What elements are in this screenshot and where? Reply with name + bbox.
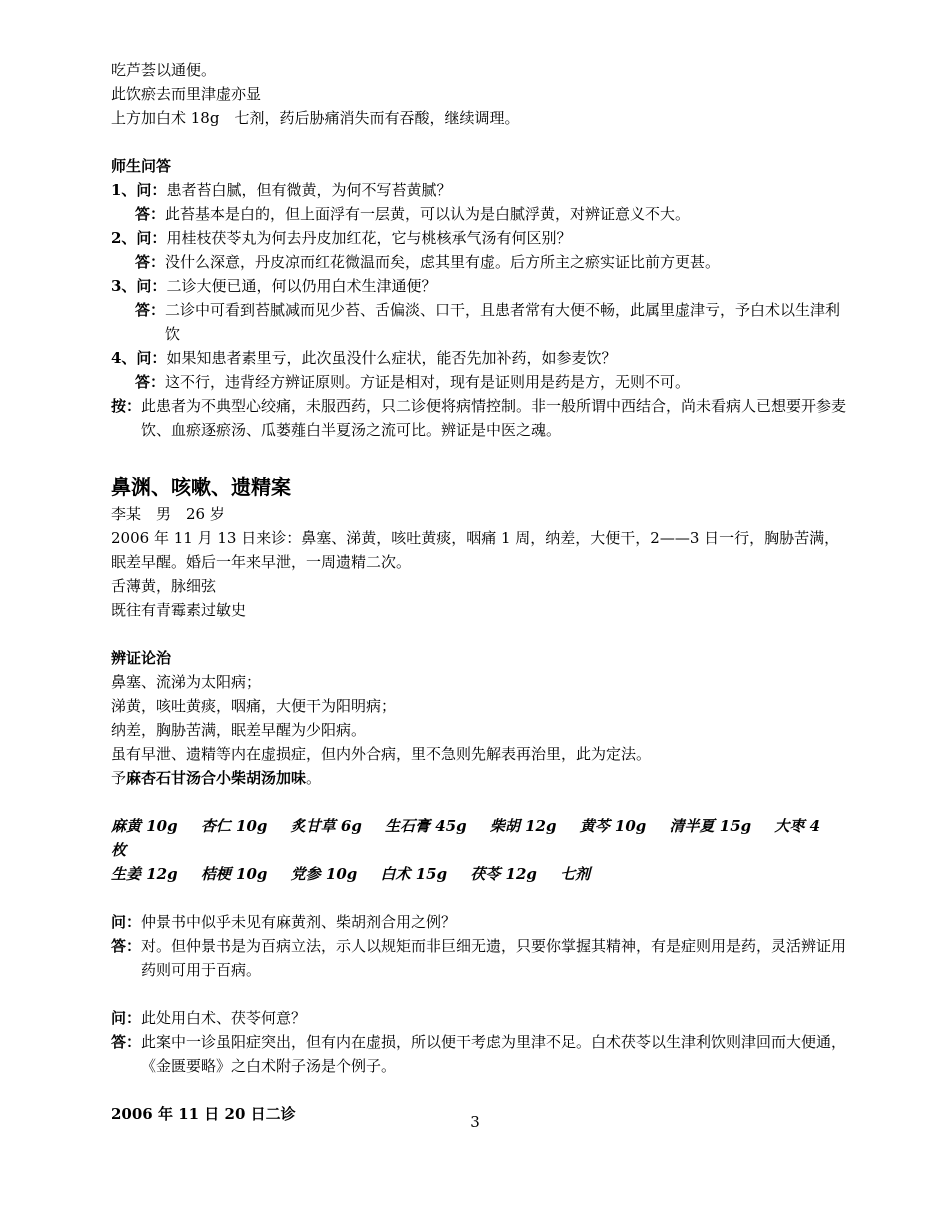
qa2-question-text: 此处用白术、茯苓何意？: [141, 1009, 307, 1027]
herb-item: 茯苓 12g: [470, 865, 537, 883]
intro-line-1: 吃芦荟以通便。: [111, 61, 217, 79]
qa2-answer-1: [111, 934, 851, 982]
herb-item: 黄芩 10g: [579, 817, 647, 835]
diagnosis-heading: 辨证论治: [111, 649, 172, 667]
qa-answer-text: 没什么深意，丹皮凉而红花微温而矣，虑其里有虚。后方所主之瘀实证比前方更甚。: [165, 253, 721, 271]
herb-row-2: [111, 862, 851, 886]
herb-item: 麻黄 10g: [111, 817, 178, 835]
herb-item: 七剂: [560, 865, 591, 883]
document-page: [111, 58, 851, 1126]
qa2-answer-label: 答：: [111, 937, 142, 955]
qa-answer-label: 答：: [135, 373, 166, 391]
allergy-history: 既往有青霉素过敏史: [111, 601, 247, 619]
qa-answer-label: 答：: [135, 205, 166, 223]
qa-answer-text: 二诊中可看到苔腻减而见少苔、舌偏淡、口干，且患者常有大便不畅，此属里虚津亏，予白术以生津利饮: [165, 301, 841, 343]
qa-answer-text: 此苔基本是白的，但上面浮有一层黄，可以认为是白腻浮黄，对辨证意义不大。: [165, 205, 691, 223]
qa-question-label: 1、问：: [111, 181, 167, 199]
qa-question-text: 二诊大便已通，何以仍用白术生津通便？: [166, 277, 437, 295]
patient-info: 李某 男 26 岁: [111, 505, 225, 523]
qa-question-label: 4、问：: [111, 349, 167, 367]
qa2-answer-label: 答：: [111, 1033, 142, 1051]
qa-question-1: [111, 178, 851, 202]
qa2-answer-text: 对。但仲景书是为百病立法，示人以规矩而非巨细无遗，只要你掌握其精神，有是症则用是药，灵活辨证用药则可用于百病。: [141, 937, 847, 979]
herb-item: 生姜 12g: [111, 865, 178, 883]
case-title: 鼻渊、咳嗽、遗精案: [111, 475, 291, 499]
qa2-question-text: 仲景书中似乎未见有麻黄剂、柴胡剂合用之例？: [141, 913, 457, 931]
qa-answer-label: 答：: [135, 301, 166, 319]
herb-row-1: [111, 814, 851, 862]
qa-question-label: 2、问：: [111, 229, 167, 247]
visit-record: 2006 年 11 月 13 日来诊：鼻塞、涕黄，咳吐黄痰，咽痛 1 周，纳差，大便干，2——3 日一行，胸胁苦满，眠差早醒。婚后一年来早泄，一周遗精二次。: [111, 529, 840, 571]
herb-item: 桔梗 10g: [200, 865, 268, 883]
rx-suffix: 。: [306, 769, 322, 787]
qa-question-text: 如果知患者素里亏，此次虽没什么症状，能否先加补药，如参麦饮？: [166, 349, 617, 367]
prescription-line: [111, 766, 851, 790]
intro-line-3: 上方加白术 18g 七剂，药后胁痛消失而有吞酸，继续调理。: [111, 109, 520, 127]
herb-item: 生石膏 45g: [385, 817, 467, 835]
qa-answer-4: [111, 370, 851, 394]
qa2-question-label: 问：: [111, 1009, 142, 1027]
diagnosis-line-4: 虽有早泄、遗精等内在虚损症，但内外合病，里不急则先解表再治里，此为定法。: [111, 745, 652, 763]
qa-question-3: [111, 274, 851, 298]
herb-item: 白术 15g: [380, 865, 448, 883]
qa2-answer-2: [111, 1030, 851, 1078]
qa2-question-2: [111, 1006, 851, 1030]
diagnosis-line-3: 纳差，胸胁苦满，眠差早醒为少阳病。: [111, 721, 367, 739]
note-text: 此患者为不典型心绞痛，未服西药，只二诊便将病情控制。非一般所谓中西结合，尚未看病人已想要开参麦饮、血瘀逐瘀汤、瓜蒌薤白半夏汤之流可比。辨证是中医之魂。: [141, 397, 847, 439]
qa2-question-1: [111, 910, 851, 934]
qa-answer-2: [111, 250, 851, 274]
herb-item: 清半夏 15g: [669, 817, 752, 835]
qa2-question-label: 问：: [111, 913, 142, 931]
qa-answer-1: [111, 202, 851, 226]
diagnosis-line-2: 涕黄，咳吐黄痰，咽痛，大便干为阳明病；: [111, 697, 397, 715]
qa-question-text: 用桂枝茯苓丸为何去丹皮加红花，它与桃核承气汤有何区别？: [166, 229, 572, 247]
tongue-pulse: 舌薄黄，脉细弦: [111, 577, 217, 595]
herb-item: 党参 10g: [290, 865, 358, 883]
herb-item: 大枣 4 枚: [111, 817, 821, 859]
intro-line-2: 此饮瘀去而里津虚亦显: [111, 85, 262, 103]
diagnosis-line-1: 鼻塞、流涕为太阳病；: [111, 673, 262, 691]
qa-question-2: [111, 226, 851, 250]
qa-question-label: 3、问：: [111, 277, 167, 295]
rx-formula: 麻杏石甘汤合小柴胡汤加味: [126, 769, 307, 787]
note-label: 按：: [111, 397, 142, 415]
herb-item: 柴胡 12g: [489, 817, 557, 835]
qa-answer-3: [111, 298, 851, 346]
qa-answer-label: 答：: [135, 253, 166, 271]
rx-prefix: 予: [111, 769, 127, 787]
second-visit-heading: 2006 年 11 日 20 日二诊: [111, 1105, 296, 1123]
qa-question-text: 患者苔白腻，但有微黄，为何不写苔黄腻？: [166, 181, 452, 199]
page-number: 3: [470, 1113, 480, 1131]
herb-item: 炙甘草 6g: [290, 817, 362, 835]
qa-answer-text: 这不行，违背经方辨证原则。方证是相对，现有是证则用是药是方，无则不可。: [165, 373, 691, 391]
qa-question-4: [111, 346, 851, 370]
herb-item: 杏仁 10g: [200, 817, 268, 835]
qa-heading: 师生问答: [111, 157, 172, 175]
qa2-answer-text: 此案中一诊虽阳症突出，但有内在虚损，所以便干考虑为里津不足。白术茯苓以生津利饮则津回而大便通，《金匮要略》之白术附子汤是个例子。: [141, 1033, 847, 1075]
qa-note: [111, 394, 851, 442]
